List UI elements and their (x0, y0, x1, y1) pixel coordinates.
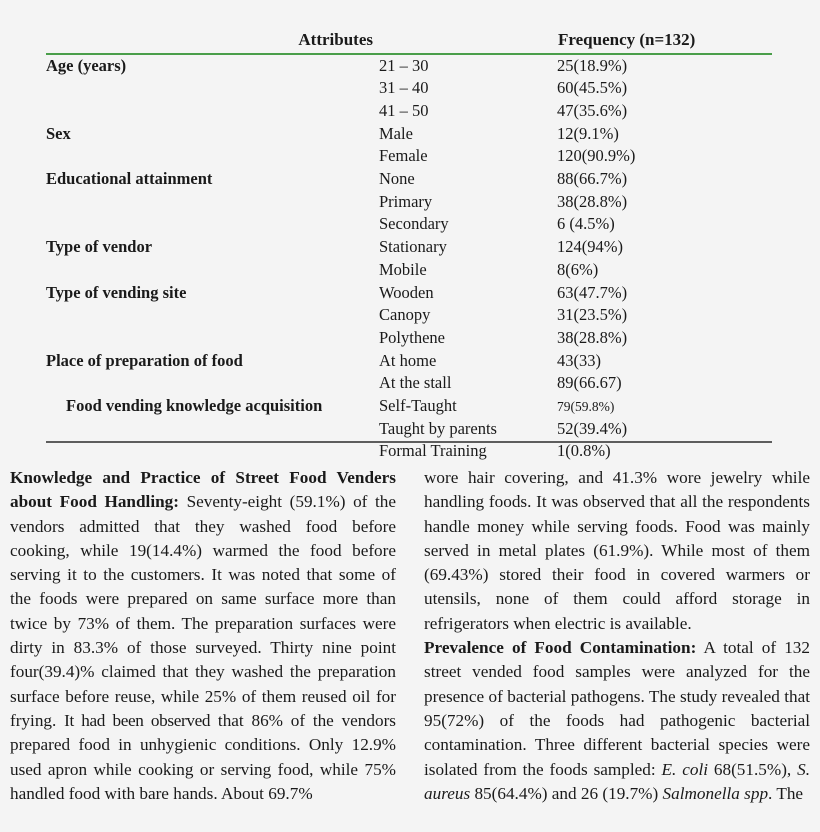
right-paragraph-2-part1: A total of 132 street vended food samples were analyzed for the presence of bacterial pathogens. The study revealed that 95(72%) of the foods had pathogenic bacterial contamination. Three different bacterial species were isolated from the foods sampled: (424, 638, 810, 779)
table-row (46, 213, 772, 236)
table-row (46, 77, 772, 100)
table (46, 30, 772, 463)
cell-category: Secondary (379, 214, 449, 234)
cell-category: Stationary (379, 237, 447, 257)
cell-attribute (46, 259, 379, 282)
column-header-frequency: Frequency (n=132) (557, 30, 772, 54)
cell-attribute (46, 372, 379, 395)
table-row (46, 168, 772, 191)
left-column (10, 466, 396, 832)
cell-category: Male (379, 123, 413, 143)
cell-frequency: 63(47.7%) (557, 282, 628, 302)
cell-category: None (379, 169, 415, 189)
cell-frequency: 89(66.67) (557, 373, 622, 393)
cell-frequency: 52(39.4%) (557, 418, 628, 438)
right-paragraph-2-part2: 68(51.5%), (708, 759, 798, 779)
cell-attribute (46, 191, 379, 214)
cell-frequency: 60(45.5%) (557, 78, 628, 98)
table-row (46, 281, 772, 304)
column-header-spacer (379, 30, 557, 54)
cell-category: Primary (379, 191, 433, 211)
table-row (46, 395, 772, 418)
cell-category: 31 – 40 (379, 78, 429, 98)
cell-attribute (46, 304, 379, 327)
cell-frequency: 6 (4.5%) (557, 214, 615, 234)
cell-category: Wooden (379, 282, 434, 302)
cell-category: 41 – 50 (379, 101, 429, 121)
cell-attribute: Type of vendor (46, 237, 153, 257)
table-header (46, 30, 772, 54)
left-paragraph-text-end: that 86% of the vendors prepared food in unhygienic conditions. Only 12.9% used apron while cooking or serving food, while 75% handled food with bare hands. About 69.7% (10, 710, 396, 803)
cell-attribute: Sex (46, 123, 71, 143)
cell-category: Polythene (379, 327, 445, 347)
cell-category: At the stall (379, 373, 452, 393)
table-row (46, 327, 772, 350)
cell-attribute (46, 440, 379, 463)
table-row (46, 145, 772, 168)
right-paragraph-1 (424, 466, 810, 636)
table-header-row (46, 30, 772, 54)
table-bottom-rule (46, 441, 772, 443)
table-row (46, 100, 772, 123)
cell-frequency: 1(0.8%) (557, 441, 611, 461)
table-row (46, 54, 772, 78)
left-paragraph (10, 466, 396, 806)
cell-category: Formal Training (379, 441, 487, 461)
cell-frequency: 31(23.5%) (557, 305, 628, 325)
cell-frequency: 38(28.8%) (557, 327, 628, 347)
cell-attribute (46, 327, 379, 350)
cell-category: Taught by parents (379, 418, 497, 438)
left-paragraph-heading: Knowledge and Practice of Street Food Venders about Food Handling: (10, 468, 396, 512)
cell-category: 21 – 30 (379, 55, 429, 75)
cell-frequency: 43(33) (557, 350, 601, 370)
left-paragraph-text: Seventy-eight (59.1%) of the vendors admitted that they washed food before cooking, while 19(14.4%) warmed the food before serving it to the customers. It was noted that some of the foods were prepared on same surface more than twice by 73% of them. The preparation surfaces were dirty in 83.3% of those surveyed. Thirty nine point four(39.4)% claimed that they washed the preparation surface before reuse, while 25% of them reused oil for frying. (10, 492, 397, 730)
table-row (46, 349, 772, 372)
cell-attribute (46, 145, 379, 168)
column-header-attributes: Attributes (46, 30, 379, 54)
cell-category: Self-Taught (379, 395, 457, 415)
left-paragraph-text-tight: It had been observed (64, 710, 211, 730)
table-row (46, 191, 772, 214)
cell-attribute: Food vending knowledge acquisition (66, 395, 323, 415)
right-column (424, 466, 810, 832)
cell-attribute: Educational attainment (46, 169, 213, 189)
cell-attribute (46, 77, 379, 100)
cell-category: At home (379, 350, 437, 370)
cell-attribute: Type of vending site (46, 282, 187, 302)
table-row (46, 236, 772, 259)
attributes-frequency-table (46, 30, 772, 463)
right-paragraph-1-text: wore hair covering, and 41.3% wore jewelry while handling foods. It was observed that all the respondents handle money while serving foods. Food was mainly served in metal plates (61.9%). While most of them (69.43%) stored their food in covered warmers or utensils, none of them could afford storage in refrigerators when electric is available. (424, 468, 810, 633)
cell-frequency: 47(35.6%) (557, 101, 628, 121)
table-row (46, 123, 772, 146)
cell-category: Canopy (379, 305, 431, 325)
table-row (46, 372, 772, 395)
cell-frequency: 12(9.1%) (557, 123, 619, 143)
cell-attribute: Age (years) (46, 55, 127, 75)
cell-frequency: 120(90.9%) (557, 146, 636, 166)
right-paragraph-2-heading: Prevalence of Food Contamination: (424, 638, 697, 658)
body-columns (0, 466, 820, 832)
species-name-s-aureus: S. aureus (424, 759, 811, 803)
cell-frequency: 8(6%) (557, 259, 599, 279)
cell-frequency: 124(94%) (557, 237, 623, 257)
table-row (46, 440, 772, 463)
species-name-e-coli: E. coli (661, 759, 709, 779)
table-body (46, 54, 772, 463)
cell-attribute (46, 213, 379, 236)
right-paragraph-2-part4: . The (768, 783, 804, 803)
right-paragraph-2-part3: 85(64.4%) and 26 (19.7%) (470, 783, 663, 803)
table-row (46, 418, 772, 441)
cell-frequency: 88(66.7%) (557, 169, 628, 189)
cell-frequency: 38(28.8%) (557, 191, 628, 211)
cell-frequency: 25(18.9%) (557, 55, 628, 75)
right-paragraph-2 (424, 636, 810, 806)
cell-category: Mobile (379, 259, 427, 279)
table-row (46, 304, 772, 327)
cell-attribute (46, 100, 379, 123)
table-row (46, 259, 772, 282)
cell-attribute (46, 418, 379, 441)
cell-attribute: Place of preparation of food (46, 350, 243, 370)
species-name-salmonella: Salmonella spp (662, 783, 769, 803)
cell-frequency: 79(59.8%) (557, 398, 615, 414)
cell-category: Female (379, 146, 428, 166)
